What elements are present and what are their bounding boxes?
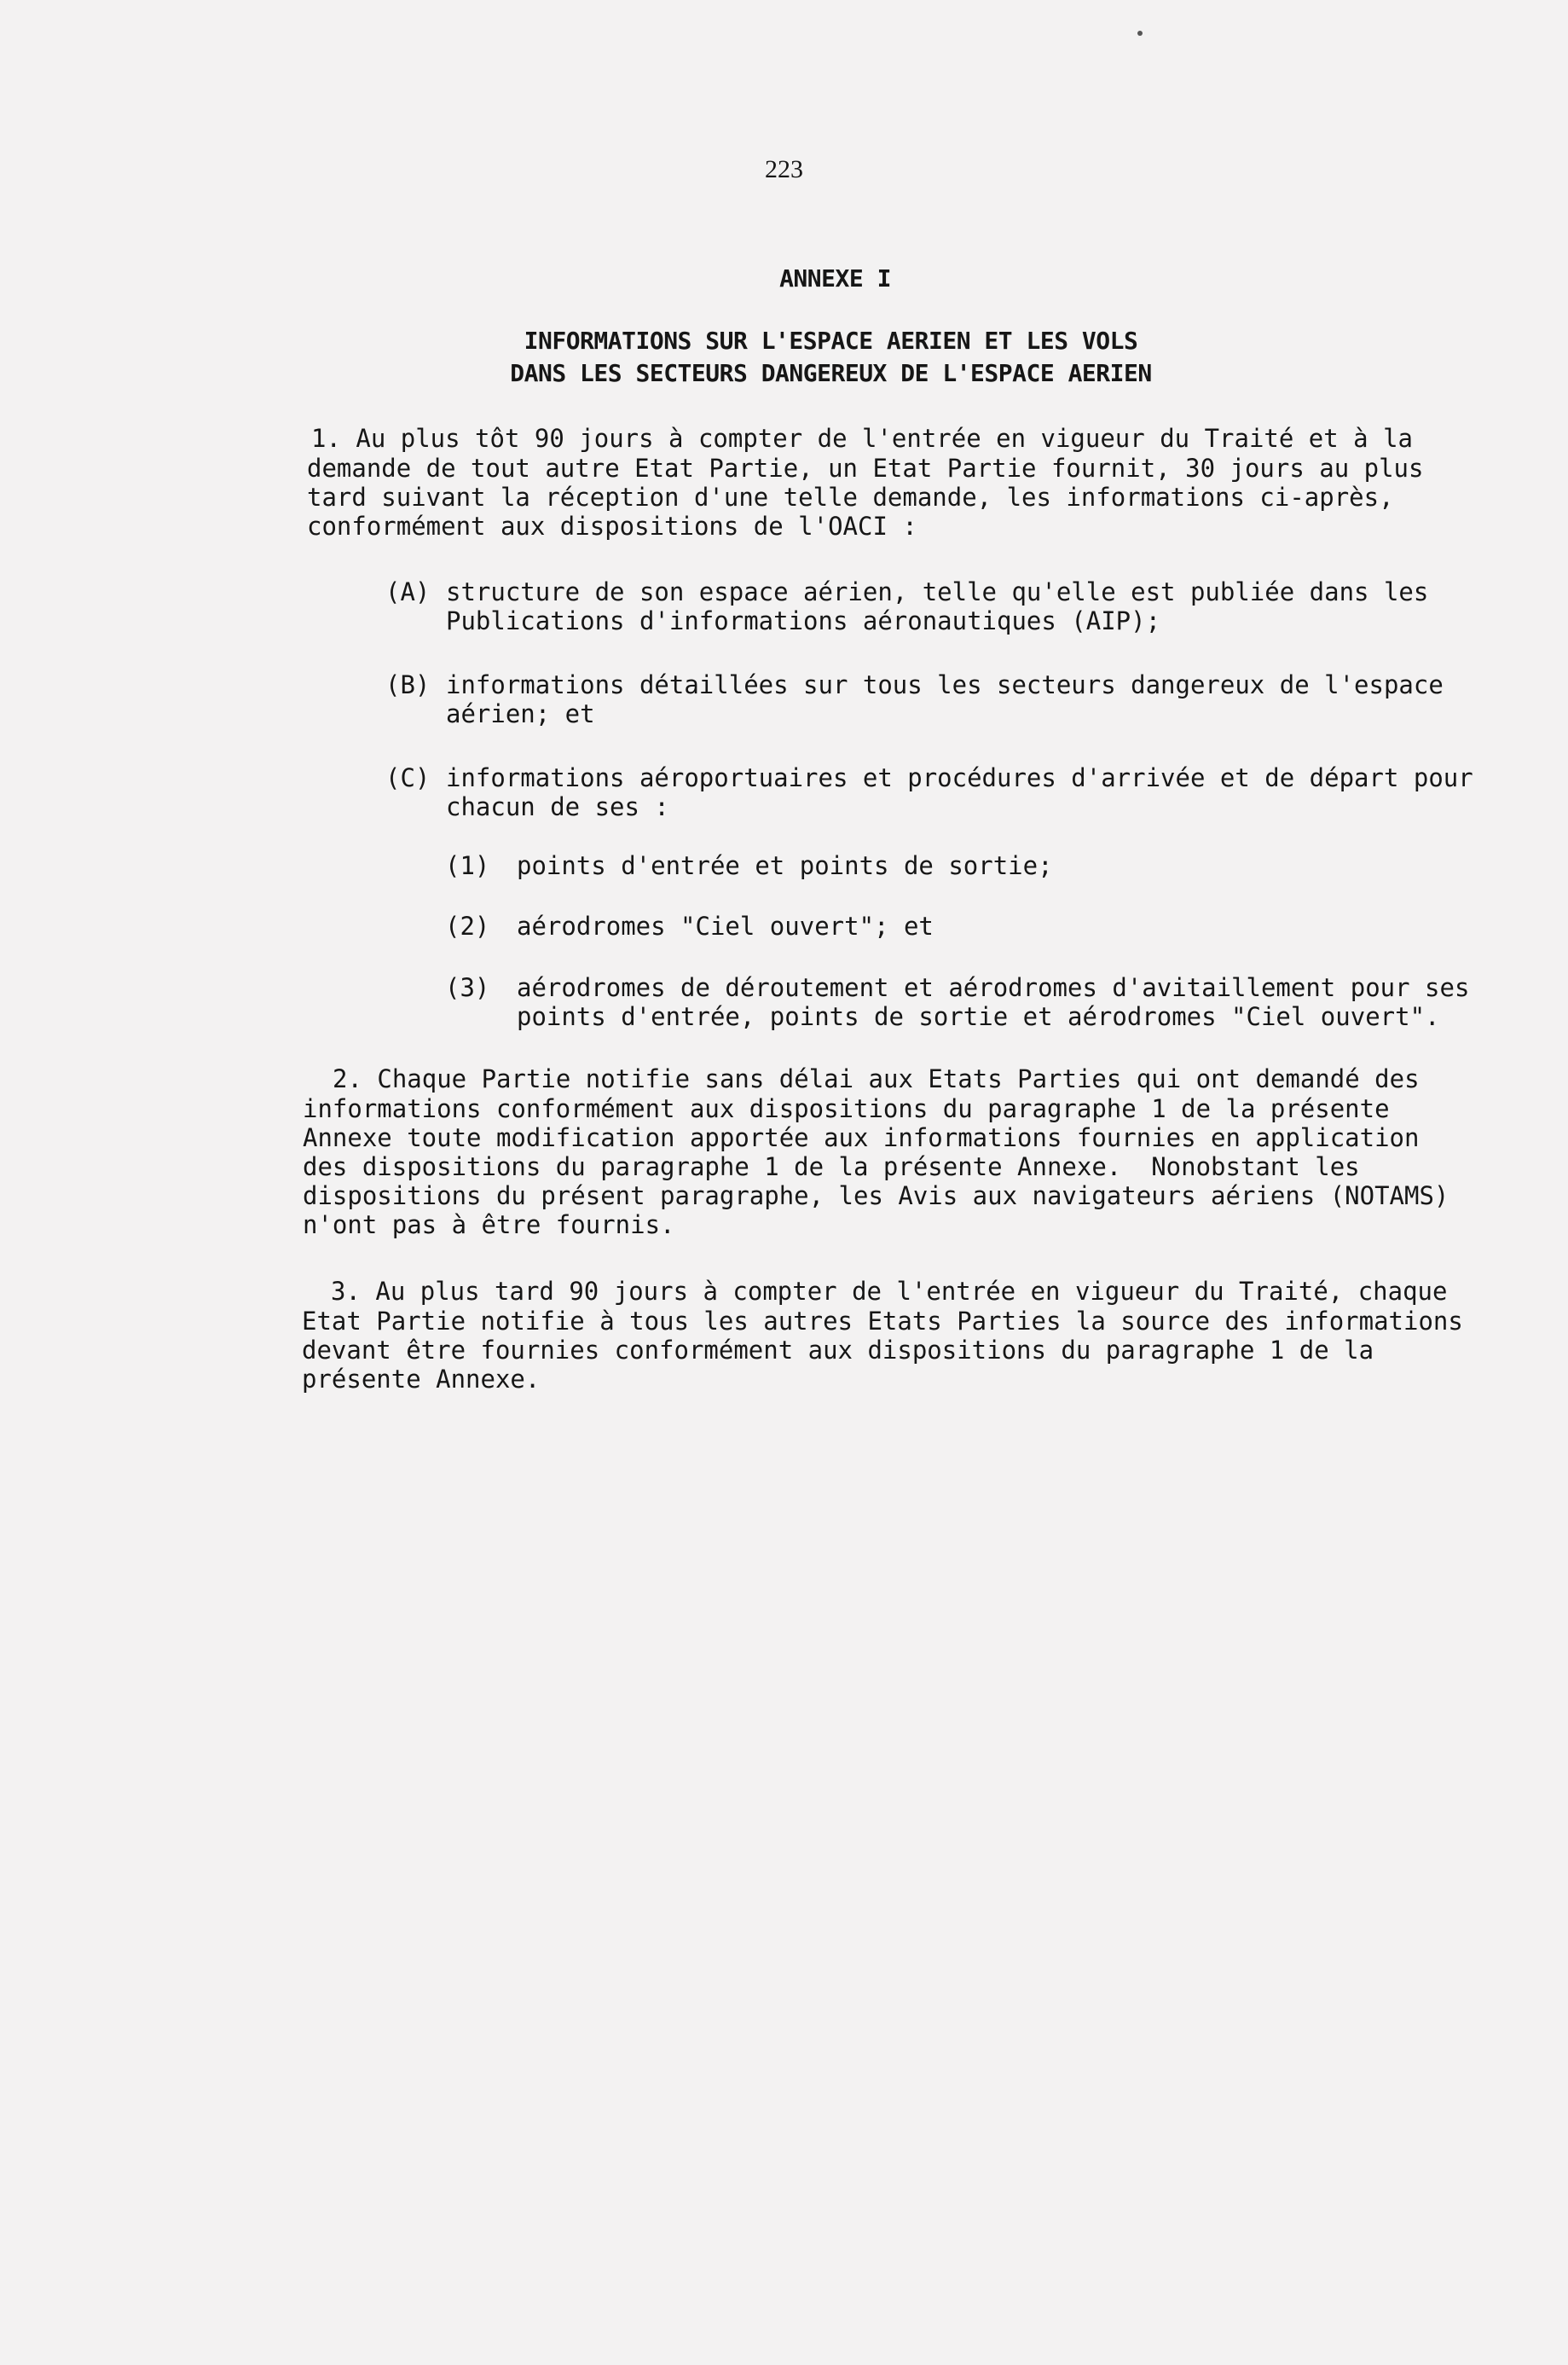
item-b-label: (B): [385, 670, 431, 699]
subitem-2-label: (2): [445, 912, 490, 941]
item-c-label: (C): [385, 763, 431, 792]
subtitle-line-2: DANS LES SECTEURS DANGEREUX DE L'ESPACE AERIEN: [510, 359, 1152, 387]
subtitle-line-1: INFORMATIONS SUR L'ESPACE AERIEN ET LES VOLS: [524, 327, 1138, 355]
item-a-label: (A): [385, 577, 431, 606]
page-number: 223: [765, 155, 803, 183]
item-a-text: structure de son espace aérien, telle qu'elle est publiée dans les Publications d'informations aéronautiques (AIP);: [446, 577, 1429, 635]
speck-mark: [1137, 31, 1143, 36]
paragraph-3-body: Etat Partie notifie à tous les autres Etats Parties la source des informations devant être fournies conformément aux dispositions du paragraphe 1 de la présente Annexe.: [302, 1307, 1463, 1394]
subitem-1-text: points d'entrée et points de sortie;: [517, 851, 1053, 880]
subitem-2-text: aérodromes "Ciel ouvert"; et: [517, 912, 934, 941]
annex-title: ANNEXE I: [779, 264, 891, 293]
paragraph-1-first-line: 1. Au plus tôt 90 jours à compter de l'entrée en vigueur du Traité et à la: [311, 424, 1414, 453]
subitem-3-label: (3): [445, 973, 490, 1002]
paragraph-1-body: demande de tout autre Etat Partie, un Etat Partie fournit, 30 jours au plus tard suivant la réception d'une telle demande, les informations ci-après, conformément aux dispositions de l'OACI :: [307, 454, 1424, 541]
item-c-text: informations aéroportuaires et procédures d'arrivée et de départ pour chacun de ses :: [446, 763, 1473, 821]
item-b-text: informations détaillées sur tous les secteurs dangereux de l'espace aérien; et: [446, 670, 1444, 728]
subitem-1-label: (1): [445, 851, 490, 880]
paragraph-2-body: informations conformément aux dispositions du paragraphe 1 de la présente Annexe toute modification apportée aux informations fournies en application des dispositions du paragraphe 1 de la présente Annexe. Nonobstant les dispositions du présent paragraphe, les Avis aux navigateurs aériens (NOTAMS) n'ont pas à être fournis.: [303, 1094, 1449, 1239]
paragraph-2-first-line: 2. Chaque Partie notifie sans délai aux Etats Parties qui ont demandé des: [333, 1064, 1420, 1093]
paragraph-3-first-line: 3. Au plus tard 90 jours à compter de l'entrée en vigueur du Traité, chaque: [331, 1277, 1448, 1306]
subitem-3-text: aérodromes de déroutement et aérodromes d'avitaillement pour ses points d'entrée, points de sortie et aérodromes "Ciel ouvert".: [517, 973, 1470, 1031]
